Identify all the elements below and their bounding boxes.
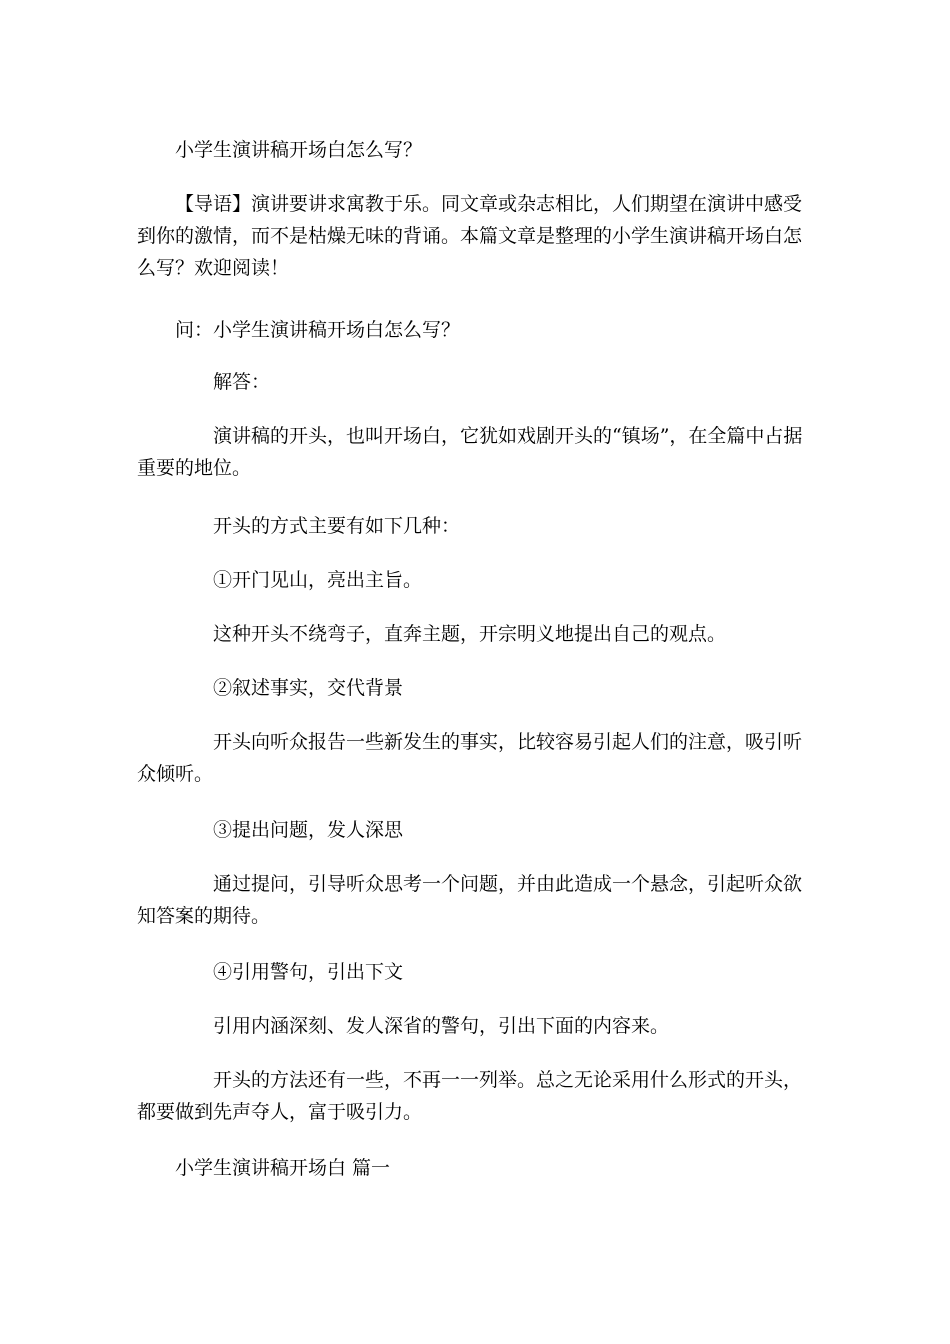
method-4-description: 引用内涵深刻、发人深省的警句，引出下面的内容来。 bbox=[213, 1015, 670, 1037]
answer-label: 解答： bbox=[213, 371, 271, 393]
method-4-title: ④引用警句，引出下文 bbox=[213, 961, 404, 983]
method-3-title: ③提出问题，发人深思 bbox=[213, 819, 404, 841]
methods-intro: 开头的方式主要有如下几种： bbox=[213, 515, 461, 537]
method-2-title: ②叙述事实，交代背景 bbox=[213, 677, 404, 699]
method-2-description: 开头向听众报告一些新发生的事实，比较容易引起人们的注意，吸引听众倾听。 bbox=[137, 731, 803, 785]
definition-paragraph: 演讲稿的开头，也叫开场白，它犹如戏剧开头的“镇场”，在全篇中占据重要的地位。 bbox=[137, 425, 803, 479]
intro-paragraph: 【导语】演讲要讲求寓教于乐。同文章或杂志相比，人们期望在演讲中感受到你的激情，而不是枯燥无味的背诵。本篇文章是整理的小学生演讲稿开场白怎么写？欢迎阅读！ bbox=[137, 193, 803, 279]
method-1-title: ①开门见山，亮出主旨。 bbox=[213, 569, 423, 591]
method-3-description: 通过提问，引导听众思考一个问题，并由此造成一个悬念，引起听众欲知答案的期待。 bbox=[137, 873, 803, 927]
summary-paragraph: 开头的方法还有一些，不再一一列举。总之无论采用什么形式的开头，都要做到先声夺人，富于吸引力。 bbox=[137, 1069, 803, 1123]
method-1-description: 这种开头不绕弯子，直奔主题，开宗明义地提出自己的观点。 bbox=[213, 623, 727, 645]
section-heading: 小学生演讲稿开场白 篇一 bbox=[175, 1157, 391, 1179]
question-line: 问：小学生演讲稿开场白怎么写？ bbox=[175, 319, 461, 341]
document-title: 小学生演讲稿开场白怎么写？ bbox=[175, 139, 423, 161]
